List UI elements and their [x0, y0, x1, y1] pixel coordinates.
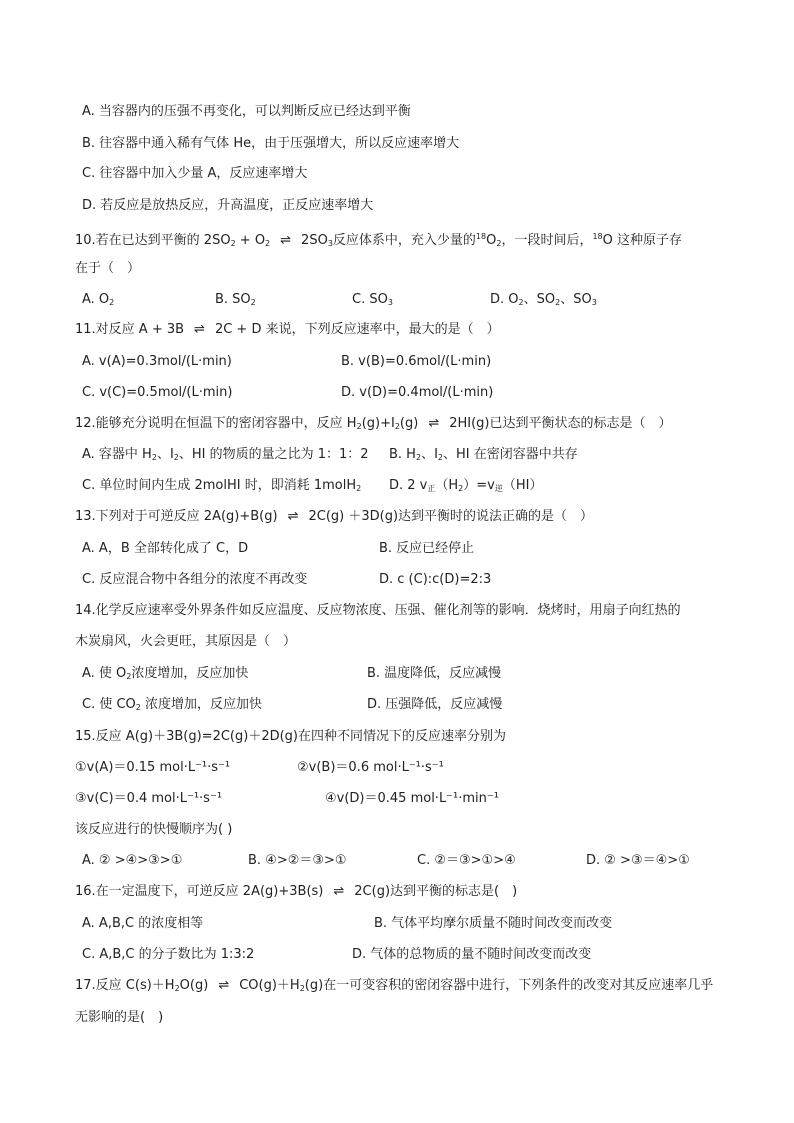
- q14-stem: 14.化学反应速率受外界条件如反应温度、反应物浓度、压强、催化剂等的影响．烧烤时，用扇子向红热的: [75, 603, 681, 618]
- q16-stem: 16.在一定温度下，可逆反应 2A(g)+3B(s) ⇌ 2C(g)达到平衡的标志是( ): [75, 884, 518, 899]
- q17-stem: 17.反应 C(s)＋H2O(g) ⇌ CO(g)＋H2(g)在一可变容积的密闭容器中进行，下列条件的改变对其反应速率几乎: [75, 978, 714, 993]
- q9-option-b: B. 往容器中通入稀有气体 He，由于压强增大，所以反应速率增大: [82, 136, 460, 151]
- q11-stem: 11.对反应 A + 3B ⇌ 2C + D 来说，下列反应速率中，最大的是（ ）: [75, 322, 500, 337]
- q16-option-a: A. A,B,C 的浓度相等: [82, 916, 204, 931]
- q10-option-d: D. O2、SO2、SO3: [490, 292, 597, 307]
- q10-stem: 10.若在已达到平衡的 2SO2 + O2 ⇌ 2SO3反应体系中，充入少量的$^{18}$O2，一段时间后，$^{18}$O 这种原子存: [75, 232, 683, 248]
- q13-option-a: A. A，B 全部转化成了 C，D: [82, 541, 249, 556]
- q11-option-b: B. v(B)=0.6mol/(L·min): [341, 354, 492, 369]
- q9-option-d: D. 若反应是放热反应，升高温度，正反应速率增大: [82, 198, 374, 213]
- q15-question: 该反应进行的快慢顺序为( ): [75, 822, 233, 837]
- q14-stem-line2: 木炭扇风，火会更旺，其原因是（ ）: [75, 634, 297, 649]
- q13-stem: 13.下列对于可逆反应 2A(g)+B(g) ⇌ 2C(g) ＋3D(g)达到平衡时的说法正确的是（ ）: [75, 509, 594, 524]
- q9-option-c: C. 往容器中加入少量 A，反应速率增大: [82, 166, 308, 181]
- q17-stem-line2: 无影响的是( ): [75, 1010, 164, 1025]
- q12-option-d: D. 2 v正（H2）=v逆（HI）: [389, 478, 543, 493]
- q14-option-a: A. 使 O2浓度增加，反应加快: [82, 666, 249, 681]
- reversible-arrow-icon: ⇌: [428, 416, 440, 431]
- reversible-arrow-icon: ⇌: [280, 233, 292, 248]
- q16-option-c: C. A,B,C 的分子数比为 1:3:2: [82, 947, 255, 962]
- reversible-arrow-icon: ⇌: [218, 978, 230, 993]
- q15-rate-3: ③v(C)＝0.4 mol·L⁻¹·s⁻¹: [75, 791, 223, 806]
- q13-option-c: C. 反应混合物中各组分的浓度不再改变: [82, 572, 308, 587]
- q14-option-d: D. 压强降低，反应减慢: [367, 697, 503, 712]
- reversible-arrow-icon: ⇌: [194, 322, 205, 337]
- q15-option-c: C. ②＝③>①>④: [417, 853, 516, 868]
- q14-option-b: B. 温度降低，反应减慢: [367, 666, 502, 681]
- q10-stem-line2: 在于（ ）: [75, 261, 141, 276]
- q14-option-c: C. 使 CO2 浓度增加，反应加快: [82, 697, 263, 712]
- q10-option-b: B. SO2: [215, 292, 256, 307]
- q12-option-c: C. 单位时间内生成 2molHI 时，即消耗 1molH2: [82, 478, 362, 493]
- q12-option-b: B. H2、I2、HI 在密闭容器中共存: [389, 447, 578, 462]
- q15-option-d: D. ② >③＝④>①: [586, 853, 690, 868]
- q13-option-b: B. 反应已经停止: [379, 541, 475, 556]
- q15-rate-2: ②v(B)＝0.6 mol·L⁻¹·s⁻¹: [297, 760, 444, 775]
- q12-option-a: A. 容器中 H2、I2、HI 的物质的量之比为 1：1：2: [82, 447, 369, 462]
- q16-option-b: B. 气体平均摩尔质量不随时间改变而改变: [374, 916, 613, 931]
- q15-option-b: B. ④>②＝③>①: [248, 853, 347, 868]
- q10-option-a: A. O2: [82, 292, 115, 307]
- q16-option-d: D. 气体的总物质的量不随时间改变而改变: [352, 947, 592, 962]
- q11-option-a: A. v(A)=0.3mol/(L·min): [82, 354, 232, 369]
- q15-stem: 15.反应 A(g)＋3B(g)=2C(g)＋2D(g)在四种不同情况下的反应速率分别为: [75, 729, 506, 744]
- reversible-arrow-icon: ⇌: [333, 884, 345, 899]
- q10-option-c: C. SO3: [352, 292, 393, 307]
- q15-option-a: A. ② >④>③>①: [82, 853, 183, 868]
- q11-option-c: C. v(C)=0.5mol/(L·min): [82, 385, 233, 400]
- q12-stem: 12.能够充分说明在恒温下的密闭容器中，反应 H2(g)+I2(g) ⇌ 2HI(g)已达到平衡状态的标志是（ ）: [75, 416, 672, 431]
- q11-option-d: D. v(D)=0.4mol/(L·min): [341, 385, 494, 400]
- q15-rate-4: ④v(D)＝0.45 mol·L⁻¹·min⁻¹: [325, 791, 499, 806]
- q9-option-a: A. 当容器内的压强不再变化，可以判断反应已经达到平衡: [82, 104, 411, 119]
- q13-option-d: D. c (C):c(D)=2:3: [379, 572, 492, 587]
- reversible-arrow-icon: ⇌: [287, 509, 299, 524]
- q15-rate-1: ①v(A)＝0.15 mol·L⁻¹·s⁻¹: [75, 760, 231, 775]
